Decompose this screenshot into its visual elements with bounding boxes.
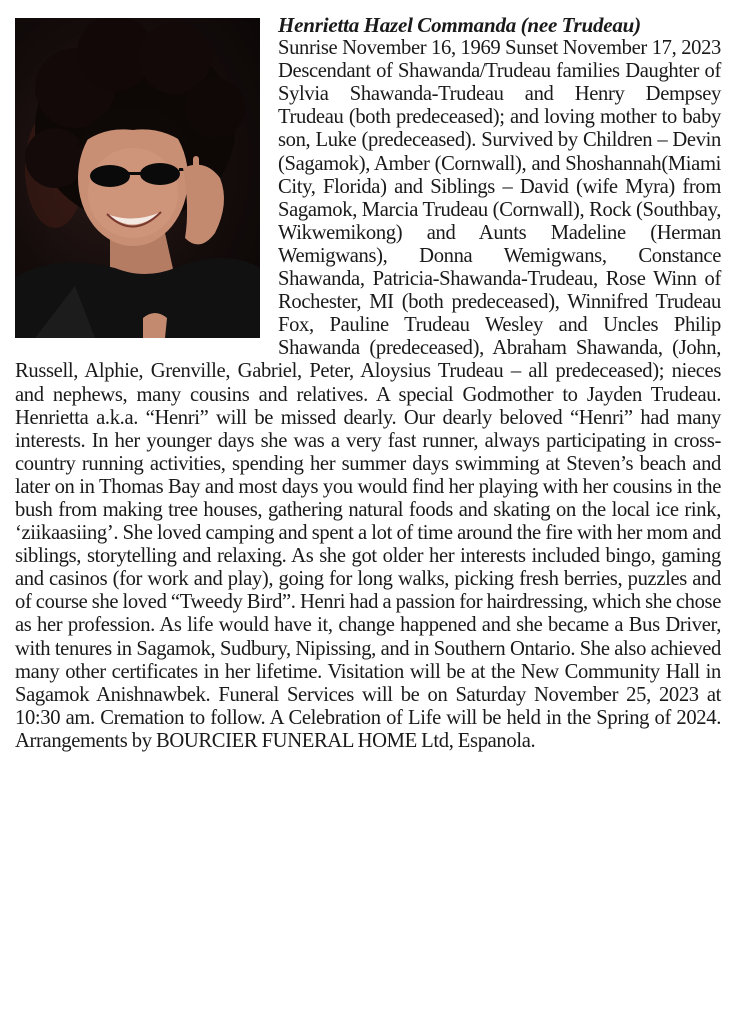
portrait-icon (15, 18, 260, 338)
portrait-photo (15, 18, 260, 338)
obituary-body-text: Sunrise November 16, 1969 Sunset November 17, 2023 Descendant of Shawanda/Trudeau families Daughter of Sylvia Shawanda-Trudeau and Henry Dempsey Trudeau (both predeceased); and loving mother to baby son, Luke (predeceased). Survived by Children – Devin (Sagamok), Amber (Cornwall), and Shoshannah(Miami City, Florida) and Siblings – David (wife Myra) from Sagamok, Marcia Trudeau (Cornwall), Rock (Southbay, Wikwemikong) and Aunts Madeline (Herman Wemigwans), Donna Wemigwans, Constance Shawanda, Patricia-Shawanda-Trudeau, Rose Winn of Rochester, MI (both predeceased), Winnifred Trudeau Fox, Pauline Trudeau Wesley and Uncles Philip Shawanda (predeceased), Abraham Shawanda, (John, Russell, Alphie, Grenville, Gabriel, Peter, Aloysius Trudeau – all predeceased); nieces and nephews, many cousins and relatives. A special Godmother to Jayden Trudeau. Henrietta a.k.a. “Henri” will be missed dearly. Our dearly beloved “Henri” had many interests. In her younger days she was a very fast runner, always participating in cross-country running activities, spending her summer days swimming at Steven’s beach and later on in Thomas Bay and most days you would find her playing with her cousins in the bush from making tree houses, gathering natural foods and skating on the local ice rink, ‘ziikaasiing’. She loved camping and spent a lot of time around the fire with her mom and siblings, storytelling and relaxing. As she got older her interests included bingo, gaming and casinos (for work and play), going for long walks, picking fresh berries, puzzles and of course she loved “Tweedy Bird”. Henri had a passion for hairdressing, which she chose as her profession. As life would have it, change happened and she became a Bus Driver, with tenures in Sagamok, Sudbury, Nipissing, and in Southern Ontario. She also achieved many other certificates in her lifetime. Visitation will be at the New Community Hall in Sagamok Anishnawbek. Funeral Services will be on Saturday November 25, 2023 at 10:30 am. Cremation to follow. A Celebration of Life will be held in the Spring of 2024. Arrangements by BOURCIER FUNERAL HOME Ltd, Espanola. (15, 37, 721, 752)
obituary-notice (15, 14, 721, 753)
deceased-name: Henrietta Hazel Commanda (nee Trudeau) (278, 13, 641, 37)
